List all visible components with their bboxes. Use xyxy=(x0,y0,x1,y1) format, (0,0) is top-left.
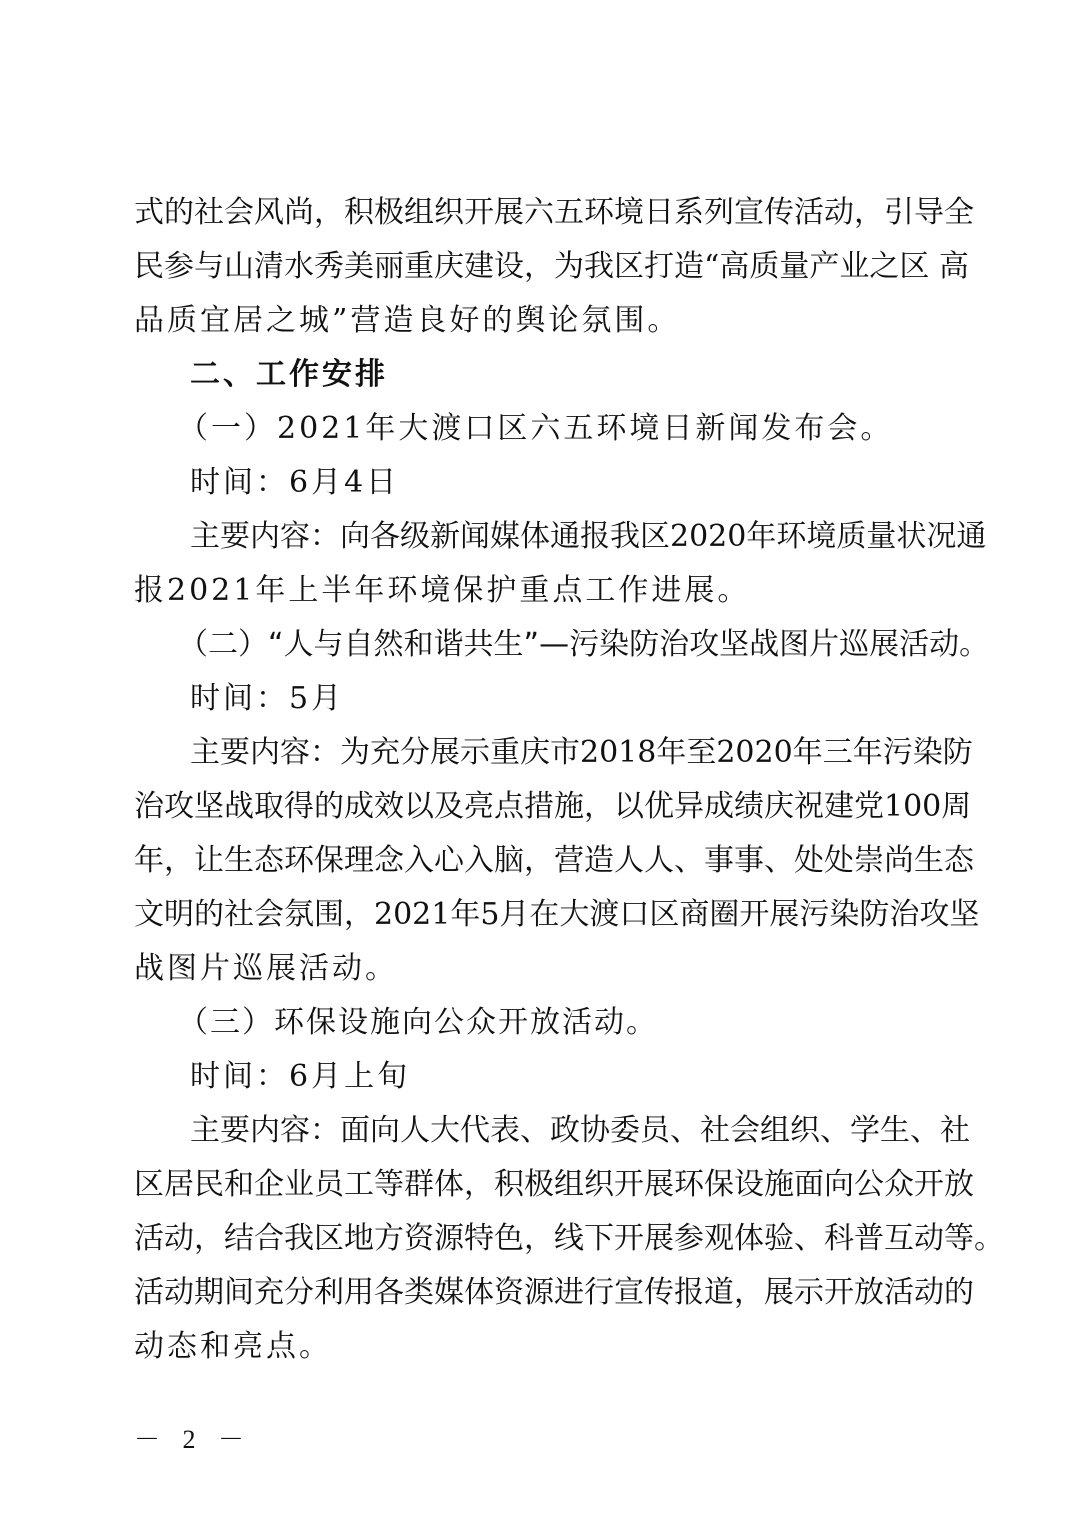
line-text: 时间：6月上旬 xyxy=(190,1059,411,1094)
line-text: 报2021年上半年环境保护重点工作进展。 xyxy=(134,573,751,608)
time-line xyxy=(0,672,1074,726)
paragraph-line xyxy=(0,726,1074,780)
subsection-title xyxy=(0,618,1074,672)
line-text: 主要内容：为充分展示重庆市2018年至2020年三年污染防 xyxy=(190,735,973,770)
page-number: － 2 － xyxy=(134,1425,253,1454)
paragraph-line xyxy=(0,1158,1074,1212)
line-text: 主要内容：面向人大代表、政协委员、社会组织、学生、社 xyxy=(190,1113,970,1148)
paragraph-line xyxy=(0,834,1074,888)
paragraph-line xyxy=(0,510,1074,564)
line-text: 文明的社会氛围，2021年5月在大渡口区商圈开展污染防治攻坚 xyxy=(134,897,980,932)
line-text: （一）2021年大渡口区六五环境日新闻发布会。 xyxy=(178,411,894,446)
line-text: 主要内容：向各级新闻媒体通报我区2020年环境质量状况通 xyxy=(190,519,987,554)
line-text: 区居民和企业员工等群体，积极组织开展环保设施面向公众开放 xyxy=(134,1167,974,1202)
line-text: 民参与山清水秀美丽重庆建设，为我区打造“高质量产业之区 高 xyxy=(134,249,969,284)
line-text: 战图片巡展活动。 xyxy=(134,951,398,986)
line-text: 品质宜居之城”营造良好的舆论氛围。 xyxy=(134,303,681,338)
line-text: 活动，结合我区地方资源特色，线下开展参观体验、科普互动等。 xyxy=(134,1221,1004,1256)
line-text: （二）“人与自然和谐共生”—污染防治攻坚战图片巡展活动。 xyxy=(178,627,990,662)
paragraph-line xyxy=(0,942,1074,996)
paragraph-line xyxy=(0,1266,1074,1320)
time-line xyxy=(0,1050,1074,1104)
paragraph-line xyxy=(0,1212,1074,1266)
heading-text: 二、工作安排 xyxy=(190,357,388,392)
line-text: 年，让生态环保理念入心入脑，营造人人、事事、处处崇尚生态 xyxy=(134,843,974,878)
paragraph-line xyxy=(0,294,1074,348)
line-text: 式的社会风尚，积极组织开展六五环境日系列宣传活动，引导全 xyxy=(134,195,974,230)
paragraph-line xyxy=(0,240,1074,294)
paragraph-line xyxy=(0,1104,1074,1158)
paragraph-line xyxy=(0,888,1074,942)
line-text: （三）环保设施向公众开放活动。 xyxy=(178,1005,658,1040)
subsection-title xyxy=(0,402,1074,456)
time-line xyxy=(0,456,1074,510)
paragraph-line xyxy=(0,1320,1074,1374)
line-text: 时间：5月 xyxy=(190,681,345,716)
line-text: 时间：6月4日 xyxy=(190,465,400,500)
line-text: 动态和亮点。 xyxy=(134,1329,332,1364)
paragraph-line xyxy=(0,186,1074,240)
paragraph-line xyxy=(0,564,1074,618)
line-text: 治攻坚战取得的成效以及亮点措施，以优异成绩庆祝建党100周 xyxy=(134,789,972,824)
paragraph-line xyxy=(0,780,1074,834)
line-text: 活动期间充分利用各类媒体资源进行宣传报道，展示开放活动的 xyxy=(134,1275,974,1310)
section-heading xyxy=(0,348,1074,402)
subsection-title xyxy=(0,996,1074,1050)
